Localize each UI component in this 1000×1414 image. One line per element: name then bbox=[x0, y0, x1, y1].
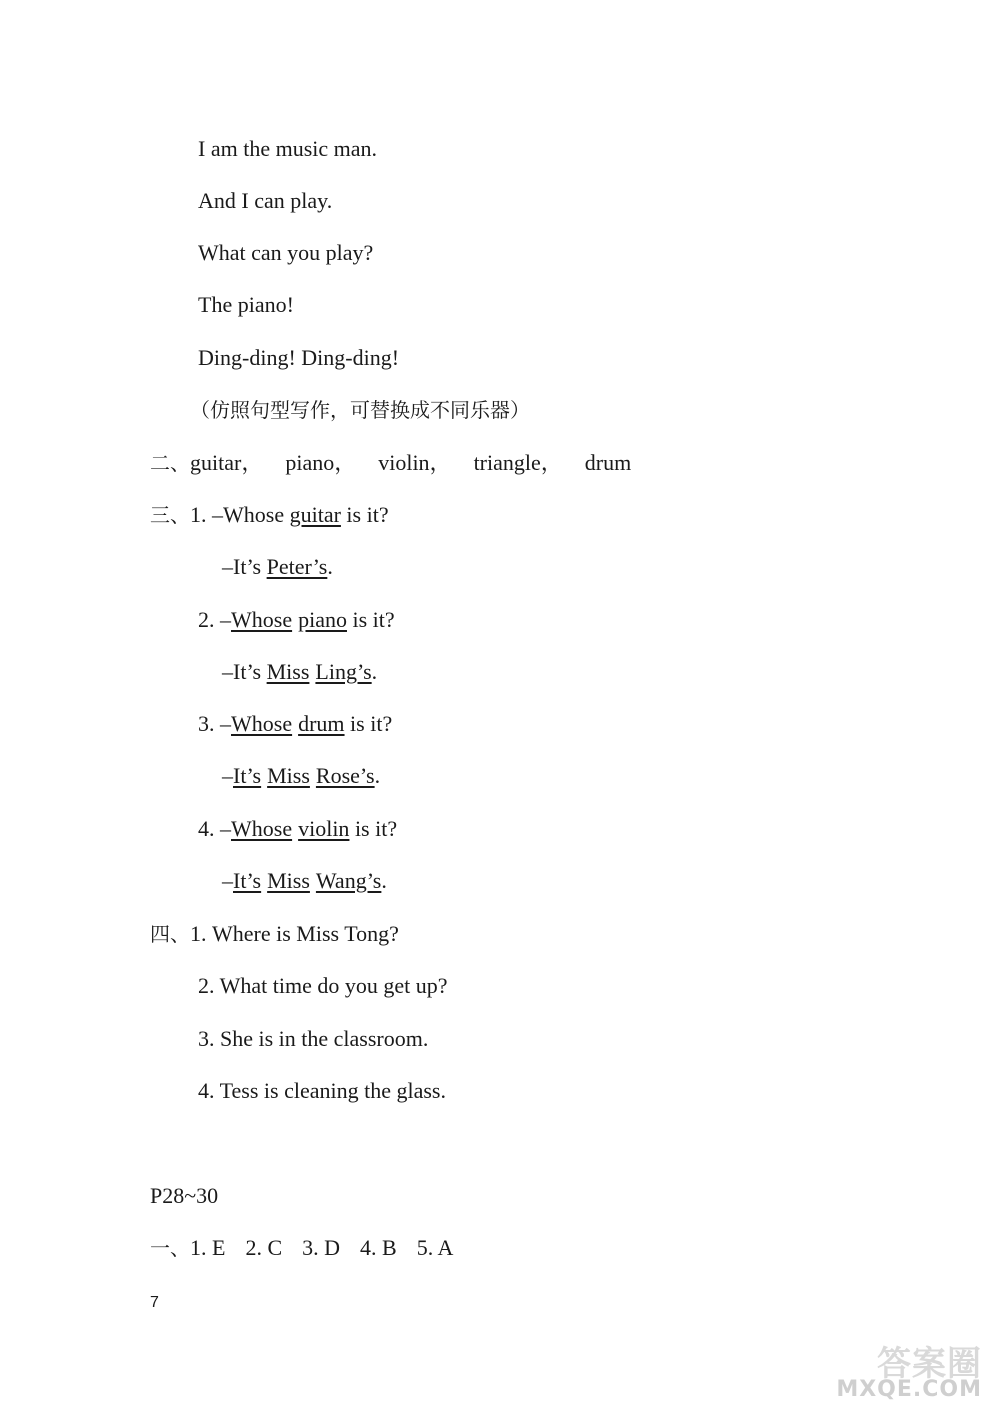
q3-line bbox=[198, 709, 392, 739]
word-drum: drum bbox=[584, 450, 632, 475]
q2-answer-end: . bbox=[371, 659, 378, 684]
section-1-answers bbox=[150, 1233, 453, 1263]
word-triangle: triangle， bbox=[473, 450, 563, 475]
q2-blank-1: Whose bbox=[231, 607, 293, 632]
q3-answer-blank-2: Rose’s bbox=[315, 763, 375, 788]
section-2-marker: 二、 bbox=[150, 451, 190, 475]
q4-answer-blank-1: Miss bbox=[267, 868, 310, 893]
poem-line-3: What can you play? bbox=[198, 240, 374, 265]
page-range-heading: P28~30 bbox=[150, 1183, 219, 1208]
q1-answer bbox=[222, 552, 333, 582]
q3-answer-prefix: – bbox=[222, 763, 233, 788]
q2-answer-blank-1: Miss bbox=[266, 659, 310, 684]
q1-answer-blank: Peter’s bbox=[266, 554, 328, 579]
watermark-url: MXQE.COM bbox=[836, 1377, 982, 1402]
q2-rest: is it? bbox=[346, 607, 395, 632]
poem-note: （仿照句型写作，可替换成不同乐器） bbox=[190, 398, 530, 422]
answer-3: 3. D bbox=[302, 1235, 341, 1260]
watermark-title: 答案圈 bbox=[877, 1344, 982, 1384]
watermark-logo bbox=[822, 1336, 982, 1402]
q2-answer bbox=[222, 657, 377, 687]
word-guitar: guitar， bbox=[190, 450, 264, 475]
section-2 bbox=[150, 448, 631, 478]
q4-answer-blank-0: It’s bbox=[233, 868, 262, 893]
q3-answer-blank-1: Miss bbox=[267, 763, 310, 788]
q1-answer-end: . bbox=[327, 554, 333, 579]
s4-sentence-2: 2. What time do you get up? bbox=[198, 973, 448, 998]
q3-rest: is it? bbox=[344, 711, 393, 736]
q1-prefix: 1. –Whose bbox=[190, 502, 290, 527]
q2-answer-prefix: –It’s bbox=[222, 659, 267, 684]
q3-answer-end: . bbox=[374, 763, 381, 788]
s4-sentence-1: 1. Where is Miss Tong? bbox=[190, 921, 399, 946]
q4-answer-blank-2: Wang’s bbox=[315, 868, 382, 893]
q2-line bbox=[198, 605, 395, 635]
answer-1: 1. E bbox=[190, 1235, 226, 1260]
section-1-marker: 一、 bbox=[150, 1236, 190, 1260]
section-4-marker: 四、 bbox=[150, 922, 190, 946]
q2-blank-2: piano bbox=[298, 607, 347, 632]
poem-line-1: I am the music man. bbox=[198, 136, 378, 161]
poem-line-2: And I can play. bbox=[198, 188, 333, 213]
q3-prefix: 3. – bbox=[198, 711, 231, 736]
answer-4: 4. B bbox=[360, 1235, 397, 1260]
poem-line-4: The piano! bbox=[198, 292, 294, 317]
poem-line-5: Ding-ding! Ding-ding! bbox=[198, 345, 400, 370]
q4-answer-prefix: – bbox=[222, 868, 233, 893]
s4-sentence-3: 3. She is in the classroom. bbox=[198, 1026, 429, 1051]
q4-line bbox=[198, 814, 397, 844]
q4-rest: is it? bbox=[349, 816, 398, 841]
q3-blank-1: Whose bbox=[231, 711, 293, 736]
q2-prefix: 2. – bbox=[198, 607, 231, 632]
q4-blank-2: violin bbox=[298, 816, 350, 841]
section-4-line-1 bbox=[150, 919, 399, 949]
s4-sentence-4: 4. Tess is cleaning the glass. bbox=[198, 1078, 446, 1103]
q3-answer bbox=[222, 761, 380, 791]
word-violin: violin， bbox=[378, 450, 452, 475]
q1-blank: guitar bbox=[289, 502, 341, 527]
answer-5: 5. A bbox=[416, 1235, 454, 1260]
q4-blank-1: Whose bbox=[231, 816, 293, 841]
q1-rest: is it? bbox=[340, 502, 389, 527]
page-number: 7 bbox=[150, 1294, 159, 1311]
q4-answer bbox=[222, 866, 387, 896]
answer-2: 2. C bbox=[245, 1235, 283, 1260]
word-piano: piano， bbox=[285, 450, 357, 475]
section-3-marker: 三、 bbox=[150, 503, 190, 527]
q3-blank-2: drum bbox=[298, 711, 345, 736]
q2-answer-blank-2: Ling’s bbox=[315, 659, 372, 684]
q3-answer-blank-0: It’s bbox=[233, 763, 262, 788]
q4-answer-end: . bbox=[381, 868, 387, 893]
q1-answer-prefix: –It’s bbox=[222, 554, 267, 579]
q4-prefix: 4. – bbox=[198, 816, 231, 841]
q1-line bbox=[150, 500, 389, 530]
